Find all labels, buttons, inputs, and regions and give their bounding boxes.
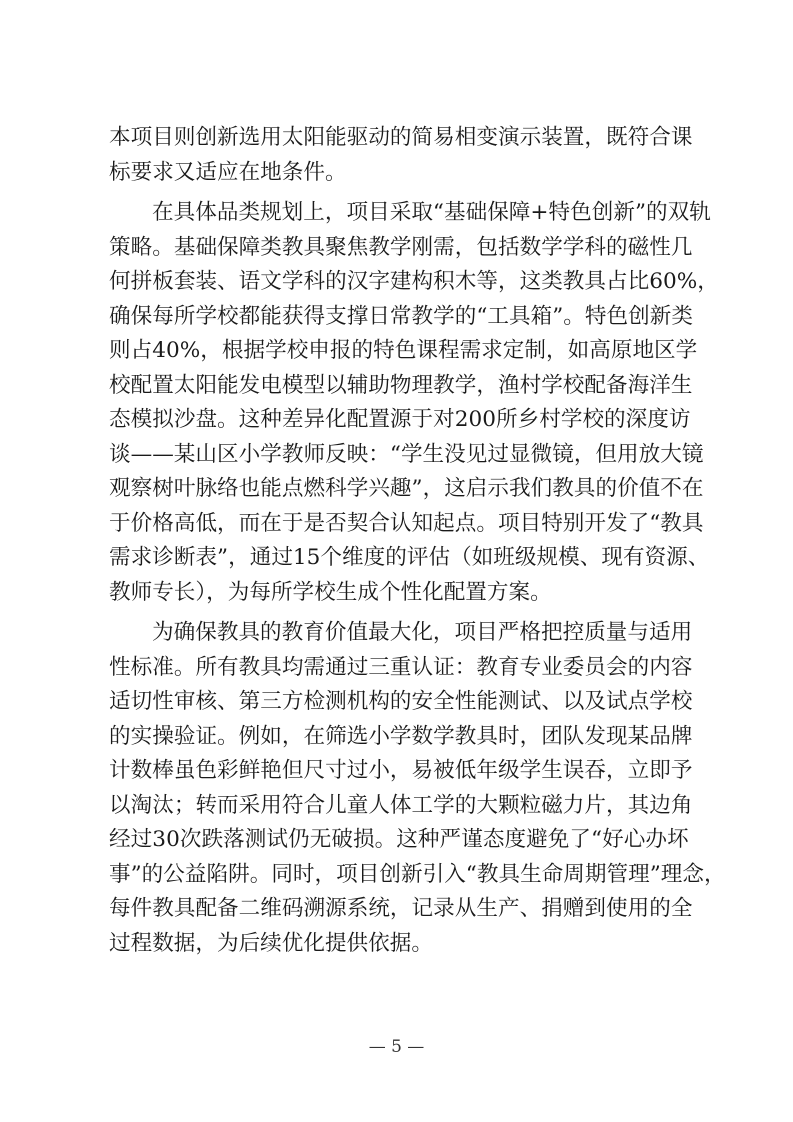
text-line: 则 占 4 0 % ， 根 据 学 校 申 报 的 特 色 课 程 需 求 定 制 ， 如 高 原 地 区 学 [109,338,698,363]
text-line: 于 价 格 高 低 ， 而 在 于 是 否 契 合 认 知 起 点 。 项 目 特 别 开 发 了 “ 教 具 [109,511,704,536]
text-line: 标要求又适应在地条件。 [109,160,347,185]
text-line: 态 模 拟 沙 盘 。 这 种 差 异 化 配 置 源 于 对 2 0 0 所 乡 村 学 校 的 深 度 访 [109,407,691,432]
text-line: 适 切 性 审 核 、 第 三 方 检 测 机 构 的 安 全 性 能 测 试 、 以 及 试 点 学 校 [109,689,693,714]
text-line: 每 件 教 具 配 备 二 维 码 溯 源 系 统 ， 记 录 从 生 产 、 捐 赠 到 使 用 的 全 [109,896,693,921]
text-line: 何 拼 板 套 装 、 语 文 学 科 的 汉 字 建 构 积 木 等 ， 这 类 教 具 占 比 6 0 % ， [109,269,719,294]
text-line: 策 略 。 基 础 保 障 类 教 具 聚 焦 教 学 刚 需 ， 包 括 数 学 学 科 的 磁 性 几 [109,235,693,260]
text-line: 事 ” 的 公 益 陷 阱 。 同 时 ， 项 目 创 新 引 入 “ 教 具 生 命 周 期 管 理 ” 理 念 ， [109,862,726,887]
text-line: 经 过 3 0 次 跌 落 测 试 仍 无 破 损 。 这 种 严 谨 态 度 避 免 了 “ 好 心 办 坏 [109,827,689,852]
text-line: 以 淘 汰 ； 转 而 采 用 符 合 儿 童 人 体 工 学 的 大 颗 粒 磁 力 片 ， 其 边 角 [109,793,693,818]
text-line: 确 保 每 所 学 校 都 能 获 得 支 撑 日 常 教 学 的 “ 工 具 箱 ” 。 特 色 创 新 类 [109,304,693,329]
page-number: — 5 — [368,1037,425,1057]
text-line: 观 察 树 叶 脉 络 也 能 点 燃 科 学 兴 趣 ” ， 这 启 示 我 们 教 具 的 价 值 不 在 [109,476,704,501]
text-line: 本 项 目 则 创 新 选 用 太 阳 能 驱 动 的 简 易 相 变 演 示 装 置 ， 既 符 合 课 [109,125,693,150]
text-line: 教师专长），为每所学校生成个性化配置方案。 [109,580,552,605]
text-line: 性 标 准 。 所 有 教 具 均 需 通 过 三 重 认 证 ： 教 育 专 业 委 员 会 的 内 容 [109,655,693,680]
text-line: 校 配 置 太 阳 能 发 电 模 型 以 辅 助 物 理 教 学 ， 渔 村 学 校 配 备 海 洋 生 [109,373,693,398]
text-line: 为 确 保 教 具 的 教 育 价 值 最 大 化 ， 项 目 严 格 把 控 质 量 与 适 用 [152,620,693,645]
text-line: 需 求 诊 断 表 ” ， 通 过 1 5 个 维 度 的 评 估 （ 如 班 级 规 模 、 现 有 资 源 、 [109,545,710,570]
text-line: 在 具 体 品 类 规 划 上 ， 项 目 采 取 “ 基 础 保 障 + 特 色 创 新 ” 的 双 轨 [152,200,711,225]
text-line: 计 数 棒 虽 色 彩 鲜 艳 但 尺 寸 过 小 ， 易 被 低 年 级 学 生 误 吞 ， 立 即 予 [109,758,693,783]
text-line: 过程数据，为后续优化提供依据。 [109,931,433,956]
text-line: 的 实 操 验 证 。 例 如 ， 在 筛 选 小 学 数 学 教 具 时 ， 团 队 发 现 某 品 牌 [109,724,693,749]
text-line: 谈 — — 某 山 区 小 学 教 师 反 映 ： “ 学 生 没 见 过 显 微 镜 ， 但 用 放 大 镜 [109,442,704,467]
